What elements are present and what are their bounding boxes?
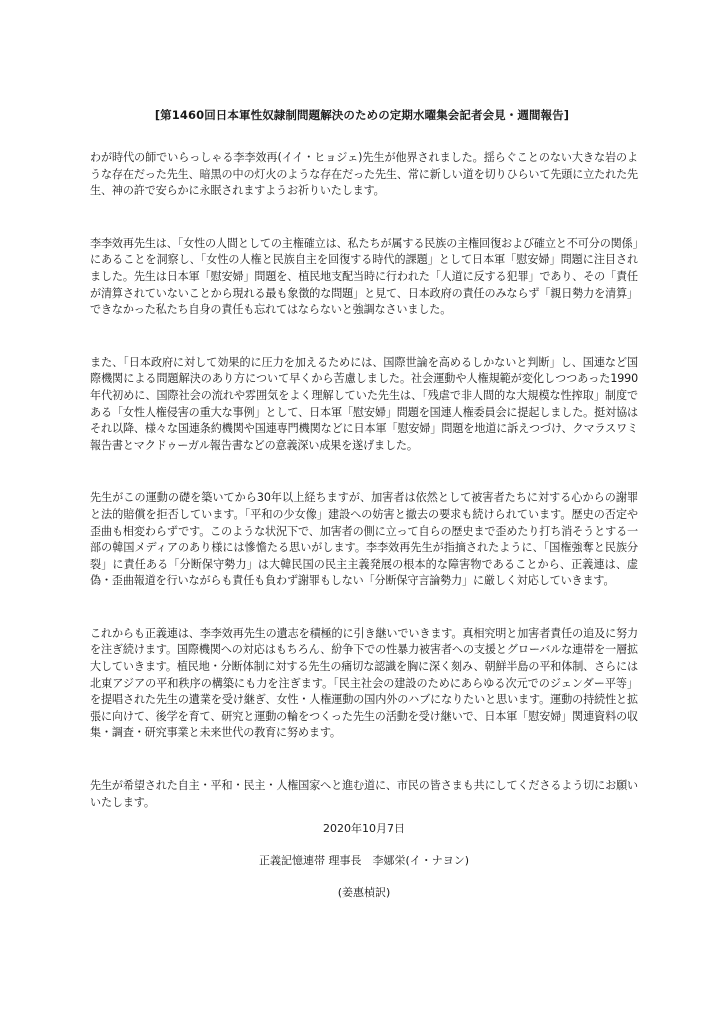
paragraph-4: 先生がこの運動の礎を築いてから30年以上経ちますが、加害者は依然として被害者たちに対する心からの謝罪と法的賠償を拒否しています。「平和の少女像」建設への妨害と撤去の要求も続けられています。歴史の否定や歪曲も相変わらずです。このような状況下で、加害者の側に立って自らの歴史まで歪めたり打ち消そうとする一部の韓国メディアのあり様には慘憺たる思いがします。李李效再先生が指摘されたように、「国権強奪と民族分裂」に責任ある「分断保守勢力」は大韓民国の民主主義発展の根本的な障害物であることから、正義連は、虚偽・歪曲報道を行いながらも責任も負わず謝罪もしない「分断保守言論勢力」に厳しく対応していきます。 [90, 491, 638, 588]
signature-line: 正義記憶連帯 理事長 李娜栄(イ・ナヨン) [258, 854, 470, 867]
paragraph-5: これからも正義連は、李李效再先生の遺志を積極的に引き継いでいきます。真相究明と加害者責任の追及に努力を注ぎ続けます。国際機関への対応はもちろん、紛争下での性暴力被害者への支援とグローバルな連帯を一層拡大していきます。植民地・分断体制に対する先生の痛切な認識を胸に深く刻み、朝鮮半島の平和体制、さらには北東アジアの平和秩序の構築にも力を注ぎます。「民主社会の建設のためにあらゆる次元でのジェンダー平等」を提唱された先生の遺業を受け継ぎ、女性・人権運動の国内外のハブになりたいと思います。運動の持続性と拡張に向けて、後学を育て、研究と運動の輪をつくった先生の活動を受け継いで、日本軍「慰安婦」関連資料の収集・調査・研究事業と未来世代の教育に努めます。 [90, 626, 638, 740]
document-body [90, 150, 638, 847]
paragraph-6: 先生が希望された自主・平和・民主・人権国家へと進む道に、市民の皆さまも共にしてくださるよう切にお願いいたします。 [90, 779, 638, 809]
document-date: 2020年10月7日 [323, 822, 405, 835]
paragraph-2: 李李效再先生は、「女性の人間としての主権確立は、私たちが属する民族の主権回復および確立と不可分の関係」にあることを洞察し、「女性の人権と民族自主を回復する時代的課題」として日本軍「慰安婦」問題に注目されました。先生は日本軍「慰安婦」問題を、植民地支配当時に行われた「人道に反する犯罪」であり、その「責任が清算されていないことから現れる最も象徴的な問題」と見て、日本政府の責任のみならず「親日勢力を清算」できなかった私たち自身の責任も忘れてはならないと強調なさいました。 [90, 236, 638, 317]
paragraph-3: また、「日本政府に対して効果的に圧力を加えるためには、国際世論を高めるしかないと判断」し、国連など国際機関による問題解決のあり方について早くから苦慮しました。社会運動や人権規範が変化しつつあった1990年代初めに、国際社会の流れや雰囲気をよく理解していた先生は、「残虐で非人間的な大規模な性搾取」制度である「女性人権侵害の重大な事例」として、日本軍「慰安婦」問題を国連人権委員会に提起しました。挺対協はそれ以降、様々な国連条約機関や国連専門機関などに日本軍「慰安婦」問題を地道に訴えつづけ、クマラスワミ報告書とマクドゥーガル報告書などの意義深い成果を遂げました。 [90, 355, 638, 452]
paragraph-1: わが時代の師でいらっしゃる李李效再(イイ・ヒョジェ)先生が他界されました。揺らぐことのない大きな岩のような存在だった先生、暗黒の中の灯火のような存在だった先生、常に新しい道を切りひらいて先頭に立たれた先生、神の許で安らかに永眠されますようお祈りいたします。 [90, 151, 638, 198]
document-title: [第1460回日本軍性奴隷制問題解決のための定期水曜集会記者会見・週間報告] [154, 108, 570, 122]
signature-block [90, 821, 638, 917]
translator-credit: (姜惠楨訳) [337, 886, 391, 899]
